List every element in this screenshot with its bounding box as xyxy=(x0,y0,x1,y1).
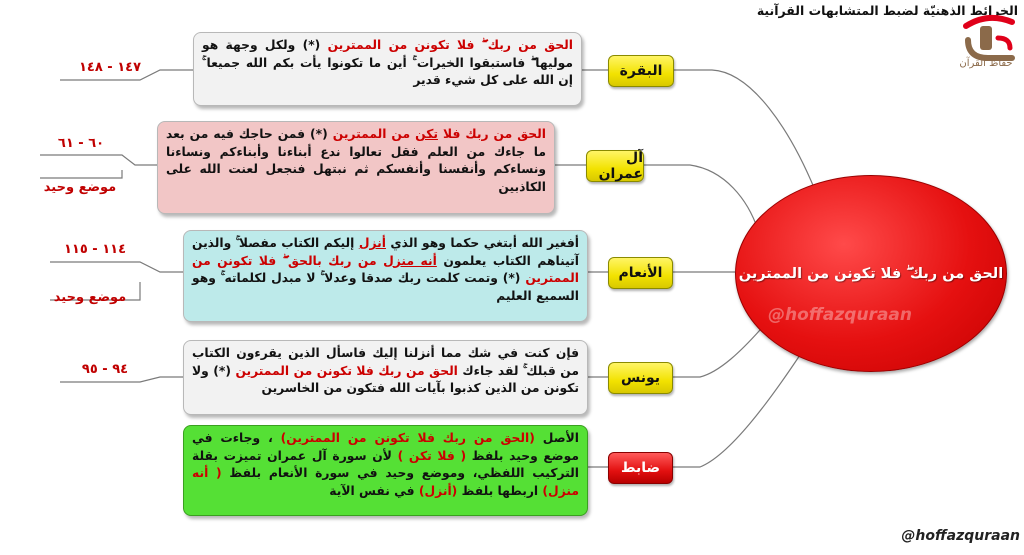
ref-yunus: ٩٤ - ٩٥ xyxy=(81,362,129,377)
verse-segment: الحق من ربك فلا xyxy=(437,127,546,141)
logo-icon xyxy=(958,10,1020,80)
verse-segment: ( فلا تكن ) xyxy=(397,448,467,463)
verse-box-anaam xyxy=(183,230,588,322)
verse-text-yunus xyxy=(192,345,579,398)
verse-box-yunus xyxy=(183,340,588,415)
note-anaam: موضع وحيد xyxy=(53,290,127,305)
verse-segment: (أنزل) xyxy=(418,483,458,498)
verse-segment: ( أنه منزل) xyxy=(192,466,579,498)
verse-segment: (*) ولكل وجهة هو موليها ۖ فاستبقوا الخيرات ۚ أين ما تكونوا يأت بكم الله جميعا ۚ إن الله على كل شيء قدير xyxy=(202,38,573,87)
verse-segment: أنزل xyxy=(358,236,386,250)
verse-segment: فإن كنت في شك مما أنزلنا إليك فاسأل الذين يقرءون الكتاب من قبلك ۚ لقد جاءك xyxy=(192,346,579,378)
verse-segment: أفغير الله أبتغي حكما وهو الذي xyxy=(385,236,579,250)
ref-line-yunus xyxy=(60,377,183,382)
verse-text-baqara xyxy=(202,37,573,90)
page-title: الخرائط الذهنيّة لضبط المتشابهات القرآنية xyxy=(756,3,1018,18)
verse-box-imran xyxy=(157,121,555,214)
note-imran: موضع وحيد xyxy=(43,180,117,195)
ref-line-imran xyxy=(40,155,157,178)
logo-text: حفاظ القرآن xyxy=(959,58,1013,69)
central-node-label: الحق من ربك ۖ فلا تكونن من الممترين xyxy=(738,265,1004,282)
verse-text-anaam xyxy=(192,235,579,305)
verse-segment: لأن سورة آل عمران تميزت بقلة التركيب اللفظي، وموضع وحيد في سورة الأنعام بلفظ xyxy=(192,448,579,480)
verse-segment: إليكم الكتاب مفصلا ۚ والذين آتيناهم الكتاب يعلمون xyxy=(192,236,580,268)
verse-segment: في نفس الآية xyxy=(329,483,419,498)
verse-segment: الحق من ربك ۖ فلا تكونن من الممترين xyxy=(327,38,574,52)
tag-anaam: الأنعام xyxy=(608,257,673,289)
verse-text-imran xyxy=(166,126,546,196)
verse-box-dabit xyxy=(183,425,588,516)
footer-watermark: @hoffazquraan xyxy=(901,528,1020,544)
verse-text-dabit xyxy=(192,430,579,500)
verse-segment: أنه منزل xyxy=(383,253,437,268)
center-watermark: @hoffazquraan xyxy=(767,305,912,325)
ref-imran: ٦٠ - ٦١ xyxy=(57,136,105,151)
verse-segment: (*) ولا تكونن من الذين كذبوا بآيات الله فتكون من الخاسرين xyxy=(192,363,579,395)
link-hub-imran xyxy=(642,165,758,230)
link-hub-baqara xyxy=(672,70,815,190)
verse-segment: من ربك بالحق ۖ فلا تكونن من الممترين xyxy=(192,253,579,285)
verse-segment: الأصل xyxy=(534,431,579,445)
tag-imran: آل عمران xyxy=(586,150,644,182)
verse-box-baqara xyxy=(193,32,582,106)
tag-baqara: البقرة xyxy=(608,55,674,87)
verse-segment: (الحق من ربك فلا تكونن من الممترين) xyxy=(280,431,535,445)
verse-segment: (*) وتمت كلمت ربك صدقا وعدلا ۚ لا مبدل لكلماته ۚ وهو السميع العليم xyxy=(192,271,579,303)
verse-segment: ، وجاءت في موضع وحيد بلفظ xyxy=(192,431,579,463)
verse-segment: الحق من ربك فلا تكونن من الممترين xyxy=(235,363,458,378)
verse-segment: تكن xyxy=(415,127,438,141)
link-hub-yunus xyxy=(671,330,760,377)
ref-anaam: ١١٤ - ١١٥ xyxy=(63,242,127,257)
verse-segment: من الممترين xyxy=(332,127,416,141)
tag-dabit: ضابط xyxy=(608,452,673,484)
verse-segment: (*) فمن حاجك فيه من بعد ما جاءك من العلم فقل تعالوا ندع أبناءنا وأبناءكم ونساءنا ونساءكم وأنفسنا وأنفسكم ثم نبتهل فنجعل لعنت الله على الكاذبين xyxy=(166,127,546,194)
verse-segment: اربطها بلفظ xyxy=(457,483,543,498)
link-hub-dabit xyxy=(671,355,800,467)
tag-yunus: يونس xyxy=(608,362,673,394)
ref-baqara: ١٤٧ - ١٤٨ xyxy=(78,60,142,75)
central-node xyxy=(735,175,1007,372)
